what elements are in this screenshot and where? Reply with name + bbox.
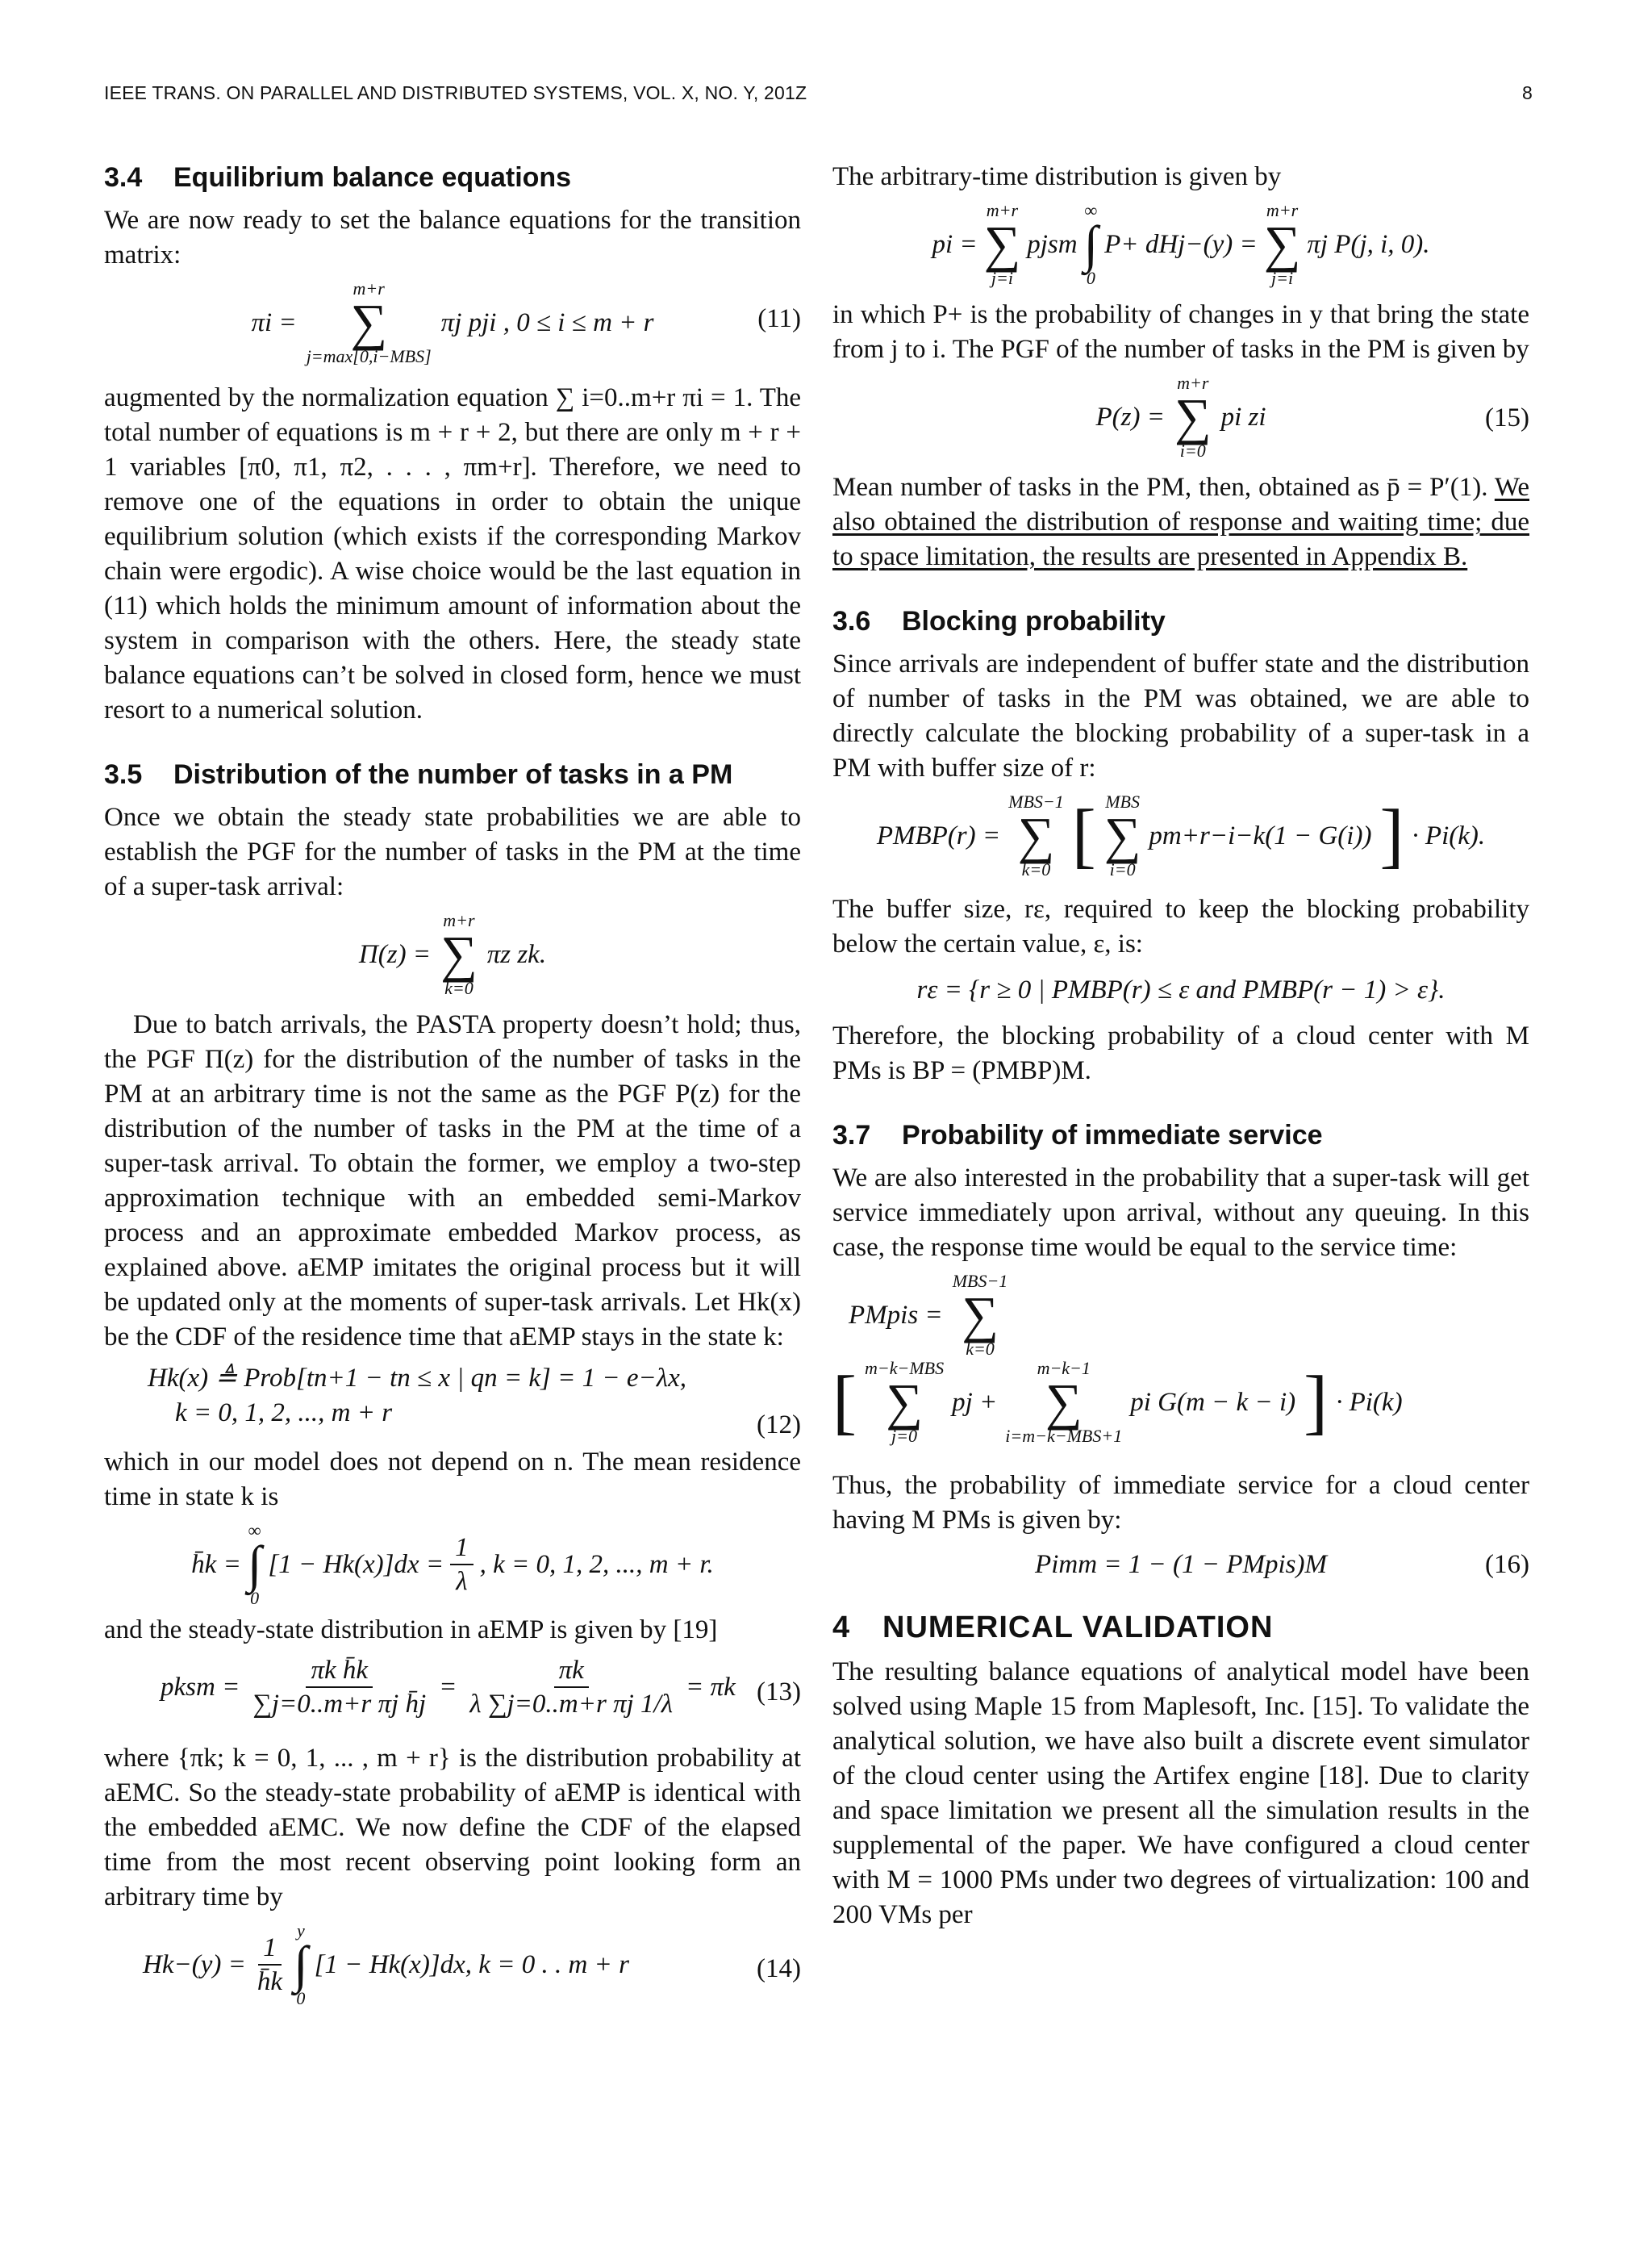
- equation-immediate-service: PMpis = MBS−1 ∑ k=0 [ m−k−MBS ∑ j=0 pj + m−k−1 ∑ i=m−k−MBS+1 pi G(m − k − i) ] · Pi(k): [832, 1271, 1403, 1446]
- equation-blocking-probability: PMBP(r) = MBS−1 ∑ k=0 [ MBS ∑ i=0 pm+r−i−k(1 − G(i)) ] · Pi(k).: [876, 792, 1486, 879]
- paragraph: Thus, the probability of immediate service for a cloud center having M PMs is given by:: [832, 1471, 1529, 1535]
- section-heading-3-7: 3.7 Probability of immediate service: [832, 1120, 1323, 1151]
- equation-pgf-pi: Π(z) = m+r ∑ k=0 πz zk.: [358, 910, 547, 998]
- equation-buffer-size: rε = {r ≥ 0 | PMBP(r) ≤ ε and PMBP(r − 1) > ε}.: [916, 976, 1446, 1005]
- paragraph: Once we obtain the steady state probabilities we are able to establish the PGF for the number of tasks in the PM at the time of a super-task arrival:: [104, 803, 801, 901]
- section-heading-3-4: 3.4 Equilibrium balance equations: [104, 162, 572, 193]
- equation-16: Pimm = 1 − (1 − PMpis)M (16): [1035, 1550, 1529, 1579]
- journal-title: IEEE TRANS. ON PARALLEL AND DISTRIBUTED SYSTEMS, VOL. X, NO. Y, 201Z: [104, 82, 807, 103]
- paragraph: which in our model does not depend on n. The mean residence time in state k is: [104, 1448, 801, 1511]
- equation-12: Hk(x) ≜ Prob[tn+1 − tn ≤ x | qn = k] = 1 − e−λx, k = 0, 1, 2, ..., m + r (12): [148, 1364, 801, 1439]
- equation-13: pksm = $\frac{\text{πk h̄k}}{\text{∑j=0..m+r πj h̄j}}$ = $\frac{\pi k}{\text{λ ∑j=0..m+r πj 1/λ}}$ = πk (13): [161, 1656, 801, 1719]
- right-column: [832, 160, 1529, 1932]
- paragraph: The buffer size, rε, required to keep the blocking probability below the certain value, ε, is:: [832, 895, 1529, 959]
- page-number: 8: [1522, 82, 1533, 103]
- section-heading-3-6: 3.6 Blocking probability: [832, 606, 1166, 637]
- equation-14: Hk−(y) = $\frac{1}{h̄k}$ y ∫ 0 [1 − Hk(x)]dx, k = 0 . . m + r (14): [143, 1920, 801, 2008]
- underlined-revision: We also obtained the distribution of response and waiting time; due to space limitation, the results are presented in Appendix B.: [832, 473, 1529, 571]
- paragraph: We are also interested in the probability that a super-task will get service immediately upon arrival, without any queuing. In this case, the response time would be equal to the service time:: [832, 1164, 1529, 1262]
- paragraph: augmented by the normalization equation ∑ i=0..m+r πi = 1. The total number of equations is m + r + 2, but there are only m + r + 1 variables [π0, π1, π2, . . . , πm+r]. Therefore, we need to remove one of the equations in order to obtain the unique equilibrium solution (which exists if the corresponding Markov chain were ergodic). A wise choice would be the last equation in (11) which holds the minimum amount of information about the system in comparison with the others. Here, the steady state balance equations can’t be solved in closed form, hence we must resort to a numerical solution.: [104, 383, 801, 725]
- equation-arbitrary-time: pi = m+r ∑ j=i pjsm ∞ ∫ 0 P+ dHj−(y) = m+r ∑ j=i πj P(j, i, 0).: [932, 200, 1430, 288]
- paragraph: We are now ready to set the balance equations for the transition matrix:: [104, 206, 801, 269]
- paragraph: The resulting balance equations of analytical model have been solved using Maple 15 from Maplesoft, Inc. [15]. To validate the analytical solution, we have also built a discrete event simulator of the cloud center using the Artifex engine [18]. Due to clarity and space limitation we present all the simulation results in the supplemental of the paper. We have configured a cloud center with M = 1000 PMs under two degrees of virtualization: 100 and 200 VMs per: [832, 1657, 1529, 1929]
- paragraph: and the steady-state distribution in aEMP is given by [19]: [104, 1615, 718, 1644]
- section-heading-4: 4 NUMERICAL VALIDATION: [832, 1611, 1274, 1644]
- equation-11: πi = m+r ∑ j=max[0,i−MBS] πj pji , 0 ≤ i ≤ m + r (11): [251, 278, 801, 366]
- paragraph: The arbitrary-time distribution is given by: [832, 162, 1282, 191]
- running-header: [104, 82, 1533, 104]
- left-column: [104, 160, 801, 2024]
- section-heading-3-5: 3.5 Distribution of the number of tasks in a PM: [104, 759, 733, 790]
- equation-mean-residence: h̄k = ∞ ∫ 0 [1 − Hk(x)]dx = $\frac{1}{\lambda}$ , k = 0, 1, 2, ..., m + r.: [191, 1520, 714, 1608]
- paragraph: Mean number of tasks in the PM, then, obtained as p̄ = P′(1). We also obtained the distribution of response and waiting time; due to space limitation, the results are presented in Appendix B.: [832, 473, 1529, 571]
- equation-15: P(z) = m+r ∑ i=0 pi zi (15): [1095, 373, 1529, 461]
- paragraph: Therefore, the blocking probability of a cloud center with M PMs is BP = (PMBP)M.: [832, 1021, 1529, 1085]
- paragraph: Due to batch arrivals, the PASTA property doesn’t hold; thus, the PGF Π(z) for the distribution of the number of tasks in the PM at an arbitrary time is not the same as the PGF P(z) for the distribution of the number of tasks in the PM at the time of a super-task arrival. To obtain the former, we employ a two-step approximation technique with an embedded semi-Markov process and an approximate embedded Markov process, as explained above. aEMP imitates the original process but it will be updated only at the moments of super-task arrivals. Let Hk(x) be the CDF of the residence time that aEMP stays in the state k:: [104, 1010, 801, 1352]
- paragraph: where {πk; k = 0, 1, ... , m + r} is the distribution probability at aEMC. So the steady-state probability of aEMP is identical with the embedded aEMC. We now define the CDF of the elapsed time from the most recent observing point looking form an arbitrary time by: [104, 1744, 801, 1911]
- paragraph: in which P+ is the probability of changes in y that bring the state from j to i. The PGF of the number of tasks in the PM is given by: [832, 300, 1529, 364]
- paragraph: Since arrivals are independent of buffer state and the distribution of number of tasks in the PM was obtained, we are able to directly calculate the blocking probability of a super-task in a PM with buffer size of r:: [832, 650, 1529, 783]
